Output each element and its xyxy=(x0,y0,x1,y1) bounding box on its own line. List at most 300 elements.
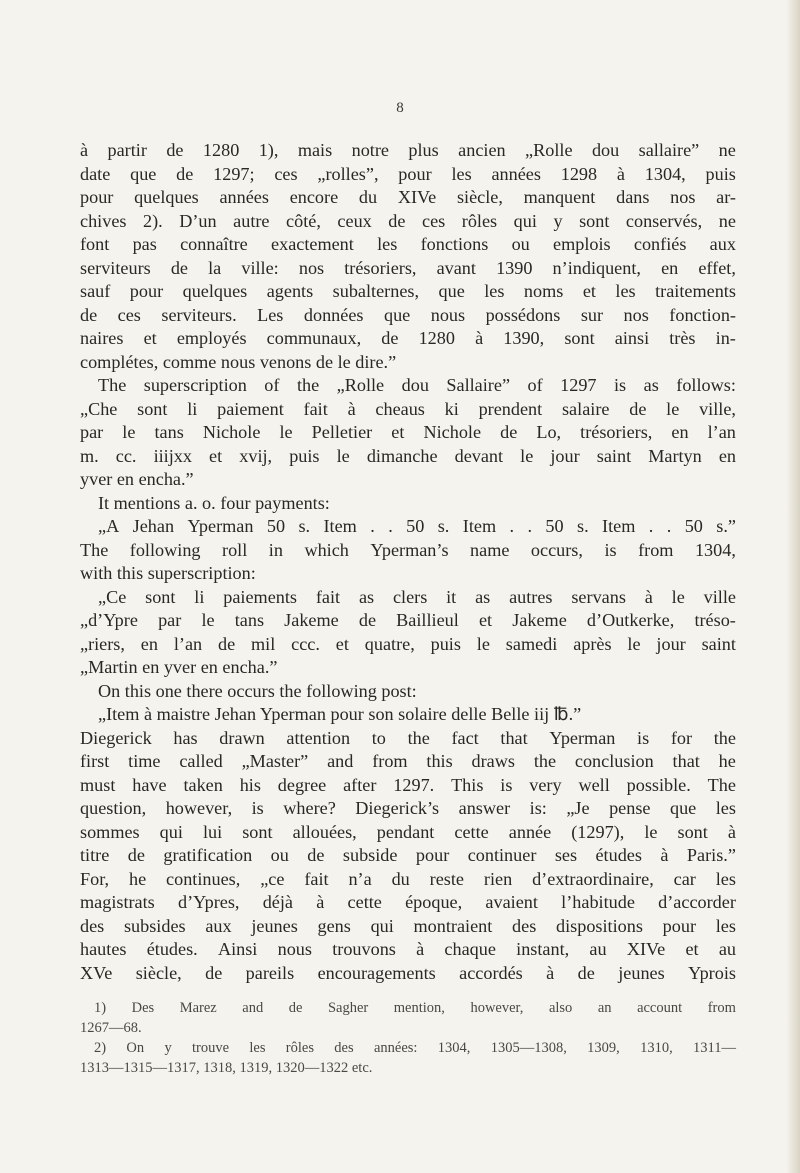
body-text-word: magistrats xyxy=(80,892,155,912)
body-text-word: de xyxy=(388,210,406,231)
body-text-word: as xyxy=(475,586,491,607)
body-text-word: superscription xyxy=(143,375,247,395)
body-text-word: continuer xyxy=(467,845,537,865)
footnote-line xyxy=(80,1038,736,1058)
body-text-word: année xyxy=(508,821,552,842)
body-text-word: de xyxy=(381,328,399,348)
body-text-word: fait xyxy=(315,586,341,607)
body-text-word: encore xyxy=(289,187,339,207)
body-text-word: gens xyxy=(317,915,351,936)
body-text-word: is xyxy=(500,774,513,795)
body-text-word: fonction- xyxy=(669,304,736,325)
body-text-word: subalternes, xyxy=(332,281,420,301)
body-text-word: de xyxy=(500,422,518,442)
body-text-word: sont xyxy=(579,210,610,231)
body-text-word: fact xyxy=(451,727,479,748)
body-text-word: Lo, xyxy=(536,422,562,442)
body-text-word: notre xyxy=(351,140,389,160)
body-text-word: Item xyxy=(602,516,636,536)
body-text-word: pendant xyxy=(376,821,435,842)
body-text-word: exactement xyxy=(271,234,354,254)
body-text-line: „Martin en yver en encha.” xyxy=(80,657,278,677)
footnote-word: account xyxy=(637,1000,683,1016)
body-text-word: in- xyxy=(715,328,736,348)
body-text-line xyxy=(80,233,736,257)
body-text-line xyxy=(80,797,736,821)
body-text-line xyxy=(80,586,736,610)
body-text-line: „Item à maistre Jehan Yperman pour son solaire delle Belle iij ℔.” xyxy=(98,704,582,724)
body-text-word: de xyxy=(80,304,98,325)
body-text-word: . xyxy=(527,516,533,536)
body-text-word: Item xyxy=(462,516,497,536)
body-text-word: 1298 xyxy=(560,163,598,184)
body-text-word: name xyxy=(470,539,510,560)
body-text-word: (1297), xyxy=(571,821,625,842)
body-text-word: that xyxy=(672,751,700,771)
body-text-line: It mentions a. o. four payments: xyxy=(98,492,330,513)
body-text-word: le xyxy=(279,422,293,442)
body-text-word: mil xyxy=(251,633,276,654)
body-text-word: à xyxy=(416,939,425,959)
body-text-word: saint xyxy=(701,633,736,654)
body-text-word: de xyxy=(358,610,377,630)
body-text-word: l’an xyxy=(707,422,736,442)
body-text xyxy=(80,139,736,985)
body-text-line xyxy=(80,938,736,962)
body-text-word: roll xyxy=(222,539,248,560)
body-text-word: to xyxy=(371,727,386,748)
body-text-word: XVe xyxy=(80,962,113,983)
body-text-word: ses xyxy=(554,845,578,865)
body-text-word: trésoriers, xyxy=(580,422,653,442)
body-text-word: Jehan xyxy=(132,516,175,536)
body-text-line xyxy=(80,915,736,939)
body-text-word: from xyxy=(638,539,674,560)
body-text-word: ancien xyxy=(458,140,506,160)
body-text-word: dans xyxy=(616,187,650,207)
body-text-word: partir xyxy=(107,140,147,160)
body-text-word: 1297. xyxy=(393,774,435,795)
body-text-word: avaient xyxy=(485,892,538,912)
body-text-word: date xyxy=(80,163,111,184)
body-text-line xyxy=(80,445,736,469)
body-text-word: salaire xyxy=(561,398,610,419)
body-text-word: For, xyxy=(80,868,110,889)
body-text-word: époque, xyxy=(405,892,463,912)
body-text-line xyxy=(80,539,736,563)
body-text-word: which xyxy=(304,539,349,560)
body-text-word: agents xyxy=(266,281,314,301)
body-text-word: de xyxy=(127,845,145,865)
body-text-word: s. xyxy=(298,516,311,536)
footnote-word: from xyxy=(707,1000,736,1016)
body-text-word: chives xyxy=(80,210,127,231)
body-text-word: et xyxy=(478,610,493,630)
body-text-word: études. xyxy=(146,939,198,959)
body-text-word: sont xyxy=(242,821,273,842)
body-text-word: études xyxy=(595,845,642,865)
body-text-word: sallaire” xyxy=(638,140,700,160)
body-text-word: au xyxy=(718,939,736,959)
body-text-word: ki xyxy=(444,398,459,419)
body-text-word: where? xyxy=(283,798,336,818)
body-text-word: „Rolle xyxy=(525,140,573,160)
body-text-word: cheaus xyxy=(375,398,425,419)
body-text-word: allouées, xyxy=(292,821,357,842)
body-text-word: continues, xyxy=(166,868,241,889)
body-text-word: que xyxy=(130,163,157,184)
body-text-word: du xyxy=(391,868,410,889)
body-text-word: jour xyxy=(656,633,686,654)
footnote-word: and xyxy=(242,1000,264,1016)
body-text-word: ville, xyxy=(699,398,736,419)
body-text-word: connaître xyxy=(180,234,248,254)
body-text-word: ne xyxy=(718,140,736,160)
body-text-word: et xyxy=(685,939,699,959)
body-text-word: devant xyxy=(454,445,504,466)
body-text-word: chaque xyxy=(444,939,496,959)
body-text-line xyxy=(80,633,736,657)
body-text-word: possédons xyxy=(485,304,561,325)
body-text-word: ces xyxy=(274,163,298,184)
body-text-line xyxy=(80,515,736,539)
body-text-word: cette xyxy=(347,892,382,912)
body-text-word: as xyxy=(358,586,375,607)
body-text-line xyxy=(80,374,736,398)
body-text-word: puis xyxy=(430,633,461,654)
body-text-word: pour xyxy=(80,187,114,207)
body-text-word: Jakeme xyxy=(512,610,567,630)
body-text-word: de xyxy=(176,163,194,184)
body-text-line xyxy=(80,257,736,281)
body-text-word: nous xyxy=(277,939,312,959)
body-text-word: de xyxy=(307,845,325,865)
body-text-word: employés xyxy=(176,328,247,348)
body-text-word: . xyxy=(388,516,393,536)
body-text-word: les xyxy=(715,798,736,818)
body-text-word: le xyxy=(671,586,685,607)
body-text-word: . xyxy=(370,516,375,536)
body-text-word: à xyxy=(546,962,555,983)
body-text-word: Item xyxy=(323,516,357,536)
body-text-word: samedi xyxy=(505,633,558,654)
body-text-line xyxy=(80,821,736,845)
body-text-word: pareils xyxy=(245,962,295,983)
body-text-word: jeunes xyxy=(251,915,298,936)
body-text-word: côté, xyxy=(286,210,321,231)
body-text-word: 50 xyxy=(266,516,286,536)
body-text-word: à xyxy=(644,586,653,607)
body-text-line xyxy=(80,210,736,234)
body-text-word: en xyxy=(671,422,689,442)
body-text-word: des xyxy=(512,915,537,936)
body-text-word: the xyxy=(296,375,320,395)
body-text-word: attention xyxy=(286,727,351,748)
body-text-word: „ce xyxy=(260,868,285,889)
body-text-word: „Je xyxy=(566,798,590,818)
body-text-line xyxy=(80,609,736,633)
body-text-word: traitements xyxy=(655,281,736,301)
body-text-word: et xyxy=(582,281,596,301)
body-text-word: prendent xyxy=(478,398,543,419)
footnote-line xyxy=(80,998,736,1018)
page-edge-shadow xyxy=(786,0,800,1173)
footnote-word: années: xyxy=(373,1040,418,1056)
body-text-word: mais xyxy=(297,140,333,160)
body-text-word: siècle, xyxy=(135,962,182,983)
body-text-word: however, xyxy=(165,798,233,818)
body-text-word: encouragements xyxy=(317,962,436,983)
body-text-word: „A xyxy=(98,516,120,536)
body-text-word: of xyxy=(264,375,280,395)
body-text-word: en xyxy=(718,445,736,466)
body-text-word: subside xyxy=(342,845,398,865)
body-text-word: for xyxy=(670,727,693,748)
body-text-word: à xyxy=(660,845,669,865)
body-text-word: qui xyxy=(370,915,394,936)
body-text-word: à xyxy=(475,328,484,348)
body-text-word: he xyxy=(128,868,147,889)
body-text-word: noms xyxy=(523,281,564,301)
body-text-word: Paris.” xyxy=(686,845,736,865)
body-text-word: plus xyxy=(408,140,439,160)
footnote-line: 1313—1315—1317, 1318, 1319, 1320—1322 etc. xyxy=(80,1060,373,1076)
body-text-word: saint xyxy=(596,445,632,466)
body-text-word: The xyxy=(707,774,736,795)
body-text-word: degree xyxy=(277,774,327,795)
body-text-word: of xyxy=(527,375,543,395)
footnote-word: 1305—1308, xyxy=(490,1040,567,1056)
body-text-line xyxy=(80,844,736,868)
body-text-word: d’Outkerke, xyxy=(586,610,675,630)
footnote-word: 1304, xyxy=(437,1040,471,1056)
body-text-word: draws xyxy=(471,751,515,771)
body-text-word: que xyxy=(669,798,697,818)
body-text-word: jour xyxy=(550,445,580,466)
body-text-word: servans xyxy=(571,586,626,607)
body-text-word: puis xyxy=(705,163,736,184)
body-text-word: conclusion xyxy=(574,751,654,771)
body-text-word: à xyxy=(727,821,736,842)
body-text-word: et xyxy=(391,422,405,442)
body-text-word: données xyxy=(303,304,364,325)
body-text-word: qui xyxy=(159,821,183,842)
body-text-word: after xyxy=(343,774,377,795)
footnote-word: also xyxy=(548,1000,573,1016)
body-text-line: On this one there occurs the following post: xyxy=(98,680,417,701)
body-text-word: The xyxy=(98,375,127,395)
body-text-word: n’indiquent, xyxy=(552,257,641,278)
body-text-word: paiement xyxy=(217,398,284,419)
body-text-word: 1297; xyxy=(213,163,255,184)
body-text-word: Les xyxy=(257,304,284,325)
body-text-word: sont xyxy=(145,586,176,607)
body-text-word: is xyxy=(614,375,627,395)
body-text-word: conservés, xyxy=(625,210,703,231)
body-text-word: 1280 xyxy=(202,140,240,160)
footnote-line: 1267—68. xyxy=(80,1020,142,1036)
body-text-word: 50 xyxy=(684,516,703,536)
body-text-word: . xyxy=(666,516,672,536)
footnotes xyxy=(80,998,736,1078)
body-text-word: Ainsi xyxy=(217,939,258,959)
body-text-word: pas xyxy=(132,234,157,254)
body-text-word: à xyxy=(80,140,89,160)
body-text-word: déjà xyxy=(262,892,293,912)
body-text-word: This xyxy=(451,774,484,795)
body-text-word: sauf xyxy=(80,281,111,301)
body-text-word: ne xyxy=(718,210,736,231)
body-text-word: s. xyxy=(577,516,589,536)
body-text-word: called xyxy=(179,751,223,771)
body-text-word: first xyxy=(80,751,110,771)
body-text-word: que xyxy=(438,281,465,301)
body-text-word: de xyxy=(217,633,236,654)
body-text-word: avant xyxy=(436,257,476,278)
body-text-line xyxy=(80,280,736,304)
body-text-word: this xyxy=(426,751,453,771)
body-text-word: le xyxy=(520,445,534,466)
body-text-word: fait xyxy=(303,398,328,419)
body-text-word: Diegerick xyxy=(80,727,152,748)
body-text-word: ou xyxy=(270,845,289,865)
body-text-word: reste xyxy=(429,868,464,889)
body-text-word: le xyxy=(644,821,658,842)
body-text-word: après xyxy=(573,633,612,654)
body-text-word: taken xyxy=(183,774,223,795)
body-text-word: paiements xyxy=(223,586,297,607)
body-text-word: following xyxy=(129,539,201,560)
body-text-word: les xyxy=(715,915,736,936)
body-text-word: his xyxy=(239,774,261,795)
body-text-word: par xyxy=(158,610,182,630)
body-text-word: „Master” xyxy=(241,751,309,771)
body-text-word: has xyxy=(173,727,198,748)
body-text-word: nos xyxy=(298,257,325,278)
body-text-word: tans xyxy=(154,422,184,442)
body-text-word: puis xyxy=(289,445,320,466)
body-text-line: with this superscription: xyxy=(80,563,256,583)
body-text-word: naires xyxy=(80,328,124,348)
body-text-word: dispositions xyxy=(556,915,643,936)
body-text-word: quatre, xyxy=(364,633,415,654)
footnote-word: 1) xyxy=(94,1000,107,1016)
body-text-word: hautes xyxy=(80,939,127,959)
body-text-word: et xyxy=(335,633,349,654)
body-text-word: l’habitude xyxy=(561,892,635,912)
footnote-word: 1310, xyxy=(640,1040,673,1056)
body-text-word: s. xyxy=(437,516,450,536)
body-text-word: de xyxy=(170,257,188,278)
body-text-word: à xyxy=(616,163,625,184)
body-text-word: „d’Ypre xyxy=(80,610,138,630)
body-text-word: les xyxy=(615,281,636,301)
body-text-word: is xyxy=(637,727,650,748)
body-text-word: . xyxy=(648,516,654,536)
body-text-word: emplois xyxy=(553,234,611,254)
body-text-word: d’extraordinaire, xyxy=(532,868,654,889)
body-text-word: fait xyxy=(304,868,329,889)
body-text-word: trouvons xyxy=(332,939,396,959)
body-text-word: 1297 xyxy=(560,375,597,395)
body-text-word: Nichole xyxy=(423,422,482,442)
body-text-word: sont xyxy=(137,398,168,419)
footnote-word: an xyxy=(597,1000,612,1016)
body-text-word: confiés xyxy=(633,234,687,254)
body-text-word: gratification xyxy=(163,845,253,865)
body-text-line xyxy=(80,868,736,892)
body-text-word: rôles xyxy=(461,210,498,231)
body-text-word: d’Ypres, xyxy=(178,892,240,912)
body-text-word: car xyxy=(673,868,696,889)
body-text-word: ou xyxy=(511,234,530,254)
body-text-word: li xyxy=(187,398,198,419)
body-text-word: he xyxy=(718,751,736,771)
body-text-word: „Che xyxy=(80,398,118,419)
body-text-word: drawn xyxy=(219,727,265,748)
body-text-word: nos xyxy=(670,187,696,207)
body-text-word: Martyn xyxy=(648,445,702,466)
body-text-word: as xyxy=(643,375,659,395)
body-text-word: siècle, xyxy=(456,187,503,207)
body-text-word: le xyxy=(627,633,641,654)
body-text-word: have xyxy=(132,774,167,795)
body-text-word: font xyxy=(80,234,110,254)
body-text-line xyxy=(80,163,736,187)
body-text-word: 50 xyxy=(406,516,425,536)
body-text-word: lui xyxy=(202,821,223,842)
body-text-word: les xyxy=(715,868,736,889)
footnote-word: trouve xyxy=(192,1040,230,1056)
body-text-word: very xyxy=(529,774,562,795)
body-text-word: rien xyxy=(483,868,513,889)
body-text-line xyxy=(80,186,736,210)
body-text-line xyxy=(80,891,736,915)
body-text-line xyxy=(80,750,736,774)
footnote-word: 2) xyxy=(94,1040,107,1056)
body-text-word: 50 xyxy=(545,516,564,536)
body-text-word: pour xyxy=(129,281,164,301)
body-text-word: le xyxy=(666,398,680,419)
footnote-word: les xyxy=(249,1040,266,1056)
body-text-word: tans xyxy=(234,610,265,630)
body-text-word: en xyxy=(140,633,158,654)
body-text-word: les xyxy=(377,234,398,254)
page-number: 8 xyxy=(396,100,404,116)
body-text-word: manquent xyxy=(523,187,596,207)
body-text-word: sommes xyxy=(80,821,140,842)
body-text-word: par xyxy=(80,422,104,442)
body-text-word: ceux xyxy=(337,210,372,231)
body-text-word: années xyxy=(219,187,269,207)
body-text-word: instant, xyxy=(516,939,570,959)
body-text-word: à xyxy=(316,892,325,912)
body-text-word: autres xyxy=(509,586,553,607)
body-text-word: dou xyxy=(591,140,620,160)
body-text-word: . xyxy=(509,516,515,536)
body-text-word: and xyxy=(327,751,354,771)
body-text-word: cette xyxy=(454,821,489,842)
body-text-word: from xyxy=(372,751,408,771)
body-text-word: et xyxy=(209,445,223,466)
body-text-word: „riers, xyxy=(80,633,125,654)
body-text-word: accordés xyxy=(459,962,523,983)
body-text-word: qui xyxy=(513,210,537,231)
footnote-word: Marez xyxy=(179,1000,217,1016)
body-text-word: nous xyxy=(430,304,466,325)
body-text-word: ccc. xyxy=(291,633,320,654)
body-text-word: serviteurs xyxy=(80,257,151,278)
